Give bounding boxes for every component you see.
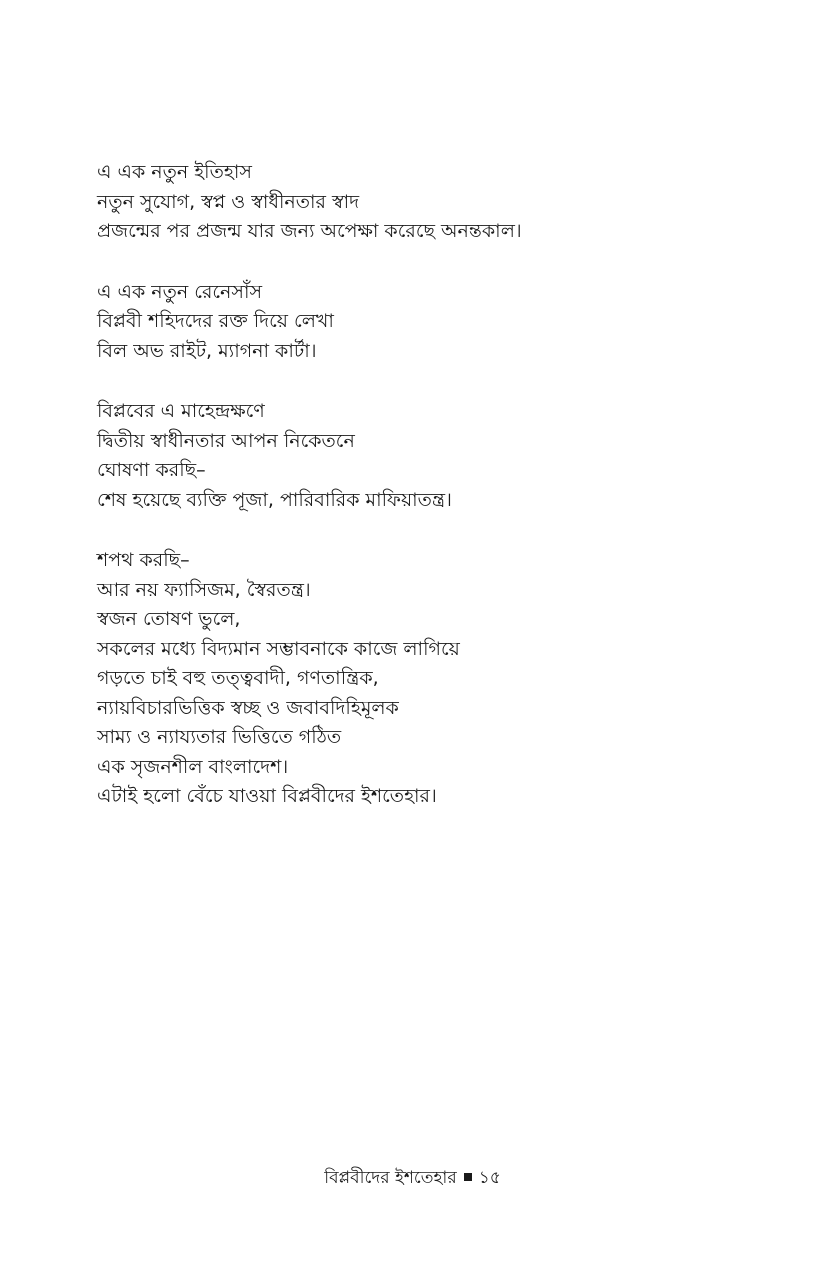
poem-body [97, 158, 737, 843]
page-number: ১৫ [478, 1168, 501, 1188]
stanza-1 [97, 158, 737, 247]
stanza-4 [97, 546, 737, 812]
stanza-3 [97, 397, 737, 515]
stanza-2 [97, 278, 737, 367]
poem-line: সকলের মধ্যে বিদ্যমান সম্ভাবনাকে কাজে লাগিয়ে [97, 637, 460, 660]
square-separator-icon [464, 1173, 472, 1181]
poem-line: এটাই হলো বেঁচে যাওয়া বিপ্লবীদের ইশতেহার। [97, 785, 437, 807]
poem-line: এ এক নতুন ইতিহাস [97, 161, 252, 183]
poem-line: ন্যায়বিচারভিত্তিক স্বচ্ছ ও জবাবদিহিমূলক [97, 696, 399, 719]
poem-line: এক সৃজনশীল বাংলাদেশ। [97, 755, 289, 778]
poem-line: বিপ্লবী শহিদদের রক্ত দিয়ে লেখা [97, 310, 334, 332]
page-footer [0, 1166, 825, 1190]
poem-line: বিল অভ রাইট, ম্যাগনা কার্টা। [97, 339, 317, 362]
poem-line: এ এক নতুন রেনেসাঁস [97, 280, 263, 303]
poem-line: আর নয় ফ্যাসিজম, স্বৈরতন্ত্র। [97, 578, 311, 601]
poem-line: দ্বিতীয় স্বাধীনতার আপন নিকেতনে [97, 429, 355, 452]
poem-line: নতুন সুযোগ, স্বপ্ন ও স্বাধীনতার স্বাদ [97, 190, 360, 213]
poem-line: গড়তে চাই বহু তত্ত্ববাদী, গণতান্ত্রিক, [97, 667, 379, 689]
poem-line: স্বজন তোষণ ভুলে, [97, 608, 241, 630]
poem-line: ঘোষণা করছি– [97, 459, 206, 481]
running-title: বিপ্লবীদের ইশতেহার [324, 1168, 457, 1188]
poem-line: শেষ হয়েছে ব্যক্তি পূজা, পারিবারিক মাফিয়াতন্ত্র। [97, 488, 452, 511]
poem-line: শপথ করছি– [97, 549, 190, 571]
poem-line: বিপ্লবের এ মাহেন্দ্রক্ষণে [97, 400, 265, 422]
poem-line: প্রজন্মের পর প্রজন্ম যার জন্য অপেক্ষা করেছে অনন্তকাল। [97, 220, 522, 242]
poem-line: সাম্য ও ন্যায্যতার ভিত্তিতে গঠিত [97, 726, 342, 748]
